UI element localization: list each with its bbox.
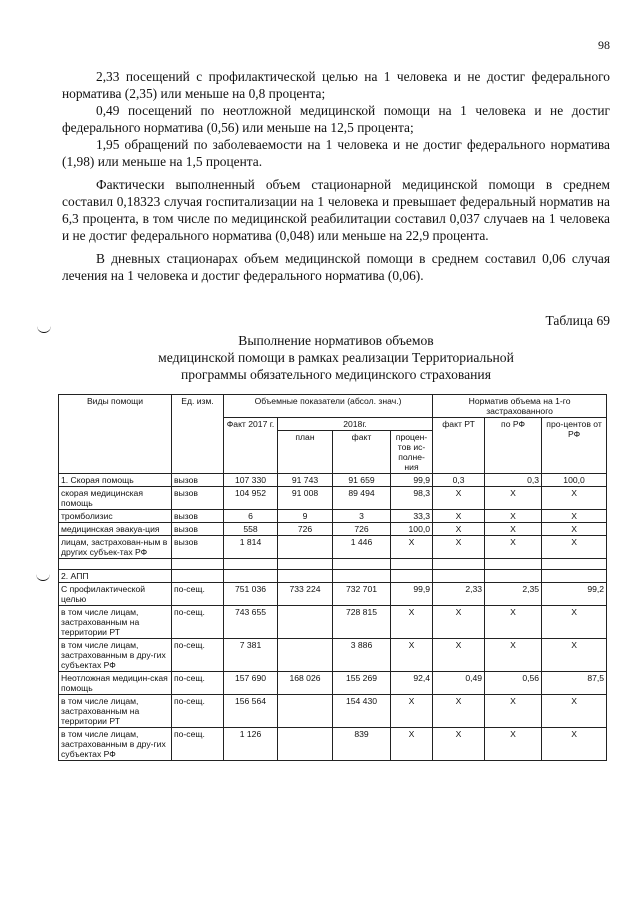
table-row <box>59 487 607 510</box>
cell-unit: вызов <box>172 474 224 487</box>
table-row <box>59 639 607 672</box>
cell-percent-rf: 100,0 <box>542 474 607 487</box>
cell-rf: Х <box>485 695 542 728</box>
header-fact-2017: Факт 2017 г. <box>224 418 278 474</box>
cell-empty <box>333 559 391 570</box>
cell-rf: 0,56 <box>485 672 542 695</box>
cell-fact: 728 815 <box>333 606 391 639</box>
cell-percent: 92,4 <box>391 672 433 695</box>
cell-fact: 154 430 <box>333 695 391 728</box>
body-text <box>62 68 610 284</box>
paragraph: 2,33 посещений с профилактической целью на 1 человека и не достиг федерального норматива (2,35) или меньше на 0,8 процента; <box>62 69 610 101</box>
cell-percent: 99,9 <box>391 474 433 487</box>
cell-fact-2017: 156 564 <box>224 695 278 728</box>
cell-rf: Х <box>485 728 542 761</box>
header-percent: процен-тов ис-полне-ния <box>391 431 433 474</box>
table-row <box>59 672 607 695</box>
cell-fact: 839 <box>333 728 391 761</box>
cell-unit: по-сещ. <box>172 639 224 672</box>
margin-mark <box>36 574 50 581</box>
table-title <box>62 332 610 383</box>
header-plan: план <box>278 431 333 474</box>
cell-percent-rf: Х <box>542 728 607 761</box>
cell-fact-2017: 6 <box>224 510 278 523</box>
cell-percent-rf: Х <box>542 487 607 510</box>
cell-empty <box>278 559 333 570</box>
cell-percent-rf: Х <box>542 523 607 536</box>
table-row <box>59 510 607 523</box>
cell-plan <box>278 639 333 672</box>
cell-percent-rf: Х <box>542 695 607 728</box>
cell-unit: по-сещ. <box>172 695 224 728</box>
table-section-row <box>59 570 607 583</box>
cell-kind: в том числе лицам, застрахованным на территории РТ <box>59 695 172 728</box>
cell-percent <box>391 570 433 583</box>
header-fact: факт <box>333 431 391 474</box>
header-volume: Объемные показатели (абсол. знач.) <box>224 395 433 418</box>
cell-unit: по-сещ. <box>172 672 224 695</box>
cell-plan: 91 008 <box>278 487 333 510</box>
cell-fact-2017: 157 690 <box>224 672 278 695</box>
paragraph: Фактически выполненный объем стационарной медицинской помощи в среднем составил 0,18323 случая госпитализации на 1 человека и превышает федеральный норматив на 6,3 процента, в том числе по медицинской реабилитации составил 0,037 случаев на 1 человека и не достиг федерального норматива (0,048) или меньше на 22,9 процента. <box>62 177 610 243</box>
header-norm: Норматив объема на 1-го застрахованного <box>433 395 607 418</box>
cell-percent: Х <box>391 536 433 559</box>
cell-unit: по-сещ. <box>172 606 224 639</box>
cell-percent-rf: 99,2 <box>542 583 607 606</box>
header-fact-rt: факт РТ <box>433 418 485 474</box>
cell-empty <box>433 559 485 570</box>
cell-unit: по-сещ. <box>172 728 224 761</box>
cell-rf <box>485 570 542 583</box>
cell-fact-2017: 743 655 <box>224 606 278 639</box>
cell-rf: 0,3 <box>485 474 542 487</box>
cell-fact-rt: Х <box>433 695 485 728</box>
cell-rf: Х <box>485 606 542 639</box>
cell-fact-rt: Х <box>433 536 485 559</box>
cell-percent: 33,3 <box>391 510 433 523</box>
cell-fact: 3 <box>333 510 391 523</box>
cell-unit: по-сещ. <box>172 583 224 606</box>
cell-percent-rf: Х <box>542 536 607 559</box>
cell-fact-rt: Х <box>433 523 485 536</box>
cell-kind: в том числе лицам, застрахованным в дру-гих субъектах РФ <box>59 639 172 672</box>
cell-percent: Х <box>391 639 433 672</box>
margin-mark <box>37 326 51 333</box>
table-label: Таблица 69 <box>545 313 610 328</box>
header-year-2018: 2018г. <box>278 418 433 431</box>
cell-plan <box>278 728 333 761</box>
cell-rf: Х <box>485 639 542 672</box>
cell-percent-rf: 87,5 <box>542 672 607 695</box>
cell-fact: 155 269 <box>333 672 391 695</box>
cell-plan <box>278 606 333 639</box>
table-title-line: программы обязательного медицинского страхования <box>181 367 491 382</box>
cell-empty <box>172 559 224 570</box>
cell-fact: 1 446 <box>333 536 391 559</box>
cell-fact-rt: 0,3 <box>433 474 485 487</box>
cell-kind: лицам, застрахован-ным в других субъек-тах РФ <box>59 536 172 559</box>
cell-plan: 91 743 <box>278 474 333 487</box>
cell-plan: 726 <box>278 523 333 536</box>
cell-kind: скорая медицинская помощь <box>59 487 172 510</box>
header-rf: по РФ <box>485 418 542 474</box>
cell-fact-rt: Х <box>433 639 485 672</box>
norms-table <box>58 394 607 761</box>
cell-empty <box>391 559 433 570</box>
cell-percent: 98,3 <box>391 487 433 510</box>
cell-empty <box>485 559 542 570</box>
cell-unit: вызов <box>172 536 224 559</box>
cell-kind: тромболизис <box>59 510 172 523</box>
cell-percent: Х <box>391 606 433 639</box>
cell-unit: вызов <box>172 487 224 510</box>
table-row <box>59 583 607 606</box>
header-unit: Ед. изм. <box>172 395 224 474</box>
cell-fact-rt <box>433 570 485 583</box>
table-row <box>59 606 607 639</box>
cell-kind: С профилактической целью <box>59 583 172 606</box>
cell-kind: в том числе лицам, застрахованным в дру-гих субъектах РФ <box>59 728 172 761</box>
cell-fact: 732 701 <box>333 583 391 606</box>
cell-percent: Х <box>391 728 433 761</box>
table-title-line: медицинской помощи в рамках реализации Территориальной <box>158 350 514 365</box>
cell-fact-2017: 107 330 <box>224 474 278 487</box>
cell-kind: медицинская эвакуа-ция <box>59 523 172 536</box>
cell-percent: 100,0 <box>391 523 433 536</box>
table-title-line: Выполнение нормативов объемов <box>238 333 434 348</box>
cell-fact-rt: Х <box>433 728 485 761</box>
cell-fact-rt: Х <box>433 510 485 523</box>
cell-fact-2017: 1 126 <box>224 728 278 761</box>
cell-fact: 89 494 <box>333 487 391 510</box>
cell-fact-2017 <box>224 570 278 583</box>
cell-kind: 1. Скорая помощь <box>59 474 172 487</box>
paragraph: 1,95 обращений по заболеваемости на 1 человека и не достиг федерального норматива (1,98) или меньше на 1,5 процента. <box>62 137 610 169</box>
cell-percent-rf: Х <box>542 639 607 672</box>
cell-plan: 733 224 <box>278 583 333 606</box>
cell-kind: Неотложная медицин-ская помощь <box>59 672 172 695</box>
cell-plan <box>278 536 333 559</box>
cell-percent-rf: Х <box>542 510 607 523</box>
header-kind: Виды помощи <box>59 395 172 474</box>
cell-unit: вызов <box>172 510 224 523</box>
cell-fact-2017: 558 <box>224 523 278 536</box>
cell-percent: Х <box>391 695 433 728</box>
cell-rf: Х <box>485 523 542 536</box>
cell-fact: 91 659 <box>333 474 391 487</box>
paragraph: В дневных стационарах объем медицинской помощи в среднем составил 0,06 случая лечения на 1 человека и достиг федерального норматива (0,06). <box>62 251 610 283</box>
cell-fact-2017: 751 036 <box>224 583 278 606</box>
cell-unit: вызов <box>172 523 224 536</box>
cell-rf: Х <box>485 487 542 510</box>
cell-plan: 168 026 <box>278 672 333 695</box>
cell-plan <box>278 570 333 583</box>
cell-rf: 2,35 <box>485 583 542 606</box>
table-header-row <box>59 395 607 418</box>
cell-fact-2017: 7 381 <box>224 639 278 672</box>
paragraph: 0,49 посещений по неотложной медицинской помощи на 1 человека и не достиг федерального норматива (0,56) или меньше на 12,5 процента; <box>62 103 610 135</box>
cell-fact-2017: 1 814 <box>224 536 278 559</box>
header-percent-rf: про-центов от РФ <box>542 418 607 474</box>
cell-plan: 9 <box>278 510 333 523</box>
table-row <box>59 728 607 761</box>
cell-kind: 2. АПП <box>59 570 172 583</box>
cell-unit <box>172 570 224 583</box>
cell-fact-rt: Х <box>433 606 485 639</box>
cell-fact <box>333 570 391 583</box>
cell-fact-rt: 2,33 <box>433 583 485 606</box>
table-row <box>59 695 607 728</box>
table-row <box>59 523 607 536</box>
cell-fact-rt: 0,49 <box>433 672 485 695</box>
cell-empty <box>59 559 172 570</box>
cell-plan <box>278 695 333 728</box>
cell-rf: Х <box>485 536 542 559</box>
cell-fact: 726 <box>333 523 391 536</box>
table-row <box>59 474 607 487</box>
page-number: 98 <box>598 38 610 52</box>
cell-empty <box>542 559 607 570</box>
table-row <box>59 536 607 559</box>
cell-percent: 99,9 <box>391 583 433 606</box>
cell-percent-rf <box>542 570 607 583</box>
cell-fact-rt: Х <box>433 487 485 510</box>
cell-fact: 3 886 <box>333 639 391 672</box>
cell-fact-2017: 104 952 <box>224 487 278 510</box>
cell-rf: Х <box>485 510 542 523</box>
cell-percent-rf: Х <box>542 606 607 639</box>
cell-empty <box>224 559 278 570</box>
cell-kind: в том числе лицам, застрахованным на территории РТ <box>59 606 172 639</box>
table-row-empty <box>59 559 607 570</box>
